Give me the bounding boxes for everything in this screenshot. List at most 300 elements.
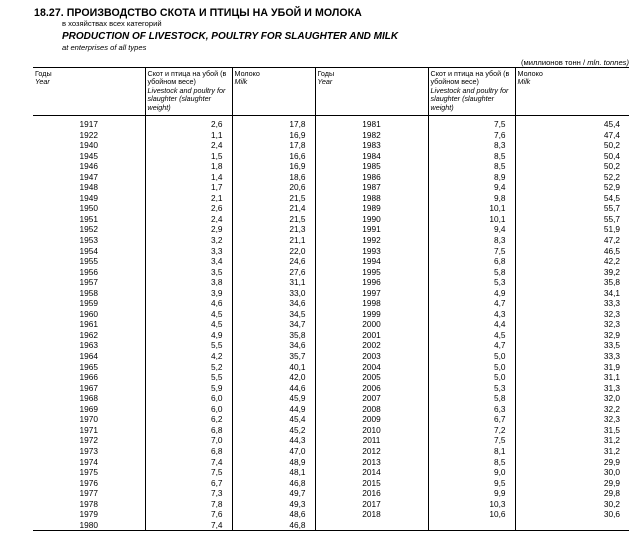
cell-milk: 42,0 [232,372,315,383]
cell-livestock: 4,2 [145,351,232,362]
cell-year: 1998 [315,298,428,309]
cell-livestock: 8,5 [428,457,515,468]
cell-livestock: 5,0 [428,351,515,362]
cell-year: 1967 [33,383,145,394]
cell-livestock: 2,1 [145,193,232,204]
cell-year: 1945 [33,151,145,162]
cell-livestock: 8,5 [428,151,515,162]
units-ru: (миллионов тонн / [520,58,586,67]
cell-milk: 31,2 [603,435,620,446]
cell-milk: 29,9 [603,477,620,488]
cell-milk: 47,0 [232,446,315,457]
cell-milk: 46,8 [232,520,315,531]
cell-year: 1981 [315,116,428,130]
cell-livestock: 1,1 [145,130,232,141]
table-row [33,372,629,383]
cell-year: 2010 [315,425,428,436]
cell-year: 2005 [315,372,428,383]
cell-livestock: 9,4 [428,224,515,235]
cell-milk: 21,5 [232,214,315,225]
cell-livestock: 6,7 [145,478,232,489]
table-row [33,478,629,489]
cell-milk: 16,9 [232,161,315,172]
cell-milk: 30,0 [603,467,620,478]
cell-milk: 35,7 [232,351,315,362]
table-row [33,351,629,362]
cell-year: 1999 [315,309,428,320]
cell-milk: 17,8 [232,116,315,130]
cell-milk: 40,1 [232,362,315,373]
cell-livestock: 3,3 [145,246,232,257]
table-row [33,203,629,214]
cell-milk: 32,3 [603,308,620,319]
table-row [33,340,629,351]
cell-milk: 30,2 [603,498,620,509]
cell-year: 1988 [315,193,428,204]
cell-livestock: 1,5 [145,151,232,162]
cell-year: 1980 [33,520,145,531]
header-year-ru: Годы [35,69,52,78]
cell-livestock: 2,6 [145,203,232,214]
cell-milk: 55,7 [603,203,620,214]
cell-livestock: 9,4 [428,182,515,193]
cell-milk: 31,2 [603,445,620,456]
cell-year: 1985 [315,161,428,172]
cell-year: 1977 [33,488,145,499]
cell-milk: 50,4 [603,150,620,161]
cell-milk: 33,0 [232,288,315,299]
table-row [33,235,629,246]
cell-livestock: 7,0 [145,435,232,446]
cell-milk: 31,9 [603,361,620,372]
cell-milk: 31,5 [603,424,620,435]
cell-livestock: 4,7 [428,298,515,309]
cell-livestock: 3,8 [145,277,232,288]
cell-livestock: 4,3 [428,309,515,320]
cell-year: 1993 [315,246,428,257]
cell-year: 1982 [315,130,428,141]
cell-milk: 34,7 [232,319,315,330]
cell-livestock: 7,2 [428,425,515,436]
cell-milk: 48,1 [232,467,315,478]
cell-milk: 34,1 [603,287,620,298]
cell-milk: 33,5 [603,340,620,351]
cell-livestock: 9,0 [428,467,515,478]
cell-milk: 33,3 [603,351,620,362]
units-note [521,58,629,67]
cell-milk [515,520,629,531]
cell-livestock: 1,4 [145,172,232,183]
cell-year: 1971 [33,425,145,436]
cell-livestock: 6,0 [145,393,232,404]
cell-milk: 22,0 [232,246,315,257]
table-row [33,224,629,235]
cell-livestock: 10,3 [428,499,515,510]
cell-milk: 34,6 [232,298,315,309]
cell-livestock: 5,2 [145,362,232,373]
cell-milk: 49,7 [232,488,315,499]
cell-livestock: 5,0 [428,362,515,373]
table-row [33,435,629,446]
table-row [33,446,629,457]
cell-milk: 29,9 [603,456,620,467]
cell-livestock: 5,3 [428,277,515,288]
cell-livestock: 3,5 [145,267,232,278]
table-body [33,116,629,531]
cell-milk: 50,2 [603,161,620,172]
table-header-row [33,68,629,116]
header-year [33,68,145,116]
header-year-en: Year [35,77,50,87]
cell-livestock: 4,5 [145,309,232,320]
table-row [33,246,629,257]
table-row [33,488,629,499]
cell-milk: 48,9 [232,457,315,468]
cell-milk: 42,2 [603,256,620,267]
cell-livestock: 6,8 [145,425,232,436]
table-row [33,116,629,130]
cell-year: 1966 [33,372,145,383]
table-row [33,457,629,468]
cell-year: 1959 [33,298,145,309]
cell-milk: 32,3 [603,414,620,425]
cell-year: 1983 [315,140,428,151]
cell-milk: 45,4 [603,119,620,129]
cell-milk: 32,9 [603,329,620,340]
cell-year: 1960 [33,309,145,320]
cell-livestock: 3,9 [145,288,232,299]
cell-livestock: 9,9 [428,488,515,499]
cell-livestock: 9,8 [428,193,515,204]
cell-livestock: 4,9 [145,330,232,341]
cell-livestock: 2,4 [145,140,232,151]
cell-year: 1922 [33,130,145,141]
cell-milk: 34,5 [232,309,315,320]
cell-year: 2007 [315,393,428,404]
cell-livestock: 6,8 [145,446,232,457]
cell-livestock: 9,5 [428,478,515,489]
cell-milk: 47,4 [603,129,620,140]
header-milk-ru: Молоко [234,69,260,78]
cell-livestock: 7,5 [428,435,515,446]
cell-livestock: 6,8 [428,256,515,267]
cell-year: 1962 [33,330,145,341]
cell-milk: 52,9 [603,182,620,193]
cell-milk: 47,2 [603,235,620,246]
cell-milk: 49,3 [232,499,315,510]
cell-milk: 52,2 [603,171,620,182]
cell-year: 1968 [33,393,145,404]
data-table [33,67,629,531]
cell-year: 1948 [33,182,145,193]
cell-year: 2016 [315,488,428,499]
cell-livestock: 4,4 [428,319,515,330]
cell-livestock: 4,5 [428,330,515,341]
cell-milk: 32,3 [603,319,620,330]
table-row [33,140,629,151]
cell-year: 2000 [315,319,428,330]
cell-milk: 31,3 [603,382,620,393]
cell-livestock: 2,6 [145,116,232,130]
table-title-en: PRODUCTION OF LIVESTOCK, POULTRY FOR SLAUGHTER AND MILK [62,31,399,42]
cell-year: 1954 [33,246,145,257]
table-row [33,362,629,373]
cell-year: 1974 [33,457,145,468]
header-livestock-2 [428,68,515,116]
cell-year: 1990 [315,214,428,225]
cell-year: 1961 [33,319,145,330]
cell-year: 1949 [33,193,145,204]
header-livestock-ru-2: Скот и птица на убой (в убойном весе) [430,69,510,87]
cell-year: 1956 [33,267,145,278]
cell-livestock: 7,4 [145,520,232,531]
header-milk-en-2: Milk [517,77,531,87]
cell-livestock: 5,5 [145,372,232,383]
header-year-ru-2: Годы [317,69,335,78]
cell-livestock: 7,3 [145,488,232,499]
cell-year: 2012 [315,446,428,457]
table-row [33,256,629,267]
cell-year: 1970 [33,414,145,425]
cell-livestock: 7,5 [428,116,515,130]
cell-year: 1984 [315,151,428,162]
table-subtitle-en: at enterprises of all types [62,43,147,52]
cell-year: 2017 [315,499,428,510]
cell-year: 2009 [315,414,428,425]
cell-livestock: 8,3 [428,235,515,246]
cell-milk: 31,1 [603,372,620,383]
cell-livestock: 6,7 [428,414,515,425]
table-row [33,330,629,341]
cell-livestock: 5,3 [428,383,515,394]
cell-year: 1917 [33,116,145,130]
header-milk-ru-2: Молоко [517,69,543,78]
table-row [33,193,629,204]
cell-livestock: 6,2 [145,414,232,425]
table-row [33,425,629,436]
cell-year: 1987 [315,182,428,193]
cell-livestock: 10,6 [428,509,515,520]
table-row [33,277,629,288]
table-row [33,499,629,510]
cell-year [315,520,428,531]
cell-milk: 32,2 [603,403,620,414]
cell-livestock: 10,1 [428,203,515,214]
cell-livestock: 8,9 [428,172,515,183]
table-row [33,298,629,309]
cell-year: 1978 [33,499,145,510]
cell-livestock: 7,4 [145,457,232,468]
table-row [33,404,629,415]
table-row [33,509,629,520]
cell-year: 1965 [33,362,145,373]
cell-milk: 21,4 [232,203,315,214]
cell-livestock: 4,5 [145,319,232,330]
cell-milk: 21,5 [232,193,315,204]
cell-year: 2013 [315,457,428,468]
cell-livestock: 7,6 [428,130,515,141]
cell-milk: 51,9 [603,224,620,235]
cell-milk: 34,6 [232,340,315,351]
cell-year: 1969 [33,404,145,415]
cell-year: 1994 [315,256,428,267]
cell-year: 1963 [33,340,145,351]
cell-year: 2018 [315,509,428,520]
cell-milk: 20,6 [232,182,315,193]
cell-year: 1976 [33,478,145,489]
header-year-en-2: Year [317,77,333,87]
cell-livestock: 3,2 [145,235,232,246]
cell-livestock: 5,0 [428,372,515,383]
header-milk-en: Milk [234,77,248,87]
cell-milk: 21,3 [232,224,315,235]
table-row [33,383,629,394]
cell-livestock: 2,9 [145,224,232,235]
header-livestock [145,68,232,116]
cell-milk: 55,7 [603,213,620,224]
header-year-2 [315,68,428,116]
cell-livestock: 4,7 [428,340,515,351]
cell-livestock: 7,5 [145,467,232,478]
table-row [33,214,629,225]
cell-milk: 54,5 [603,192,620,203]
cell-year: 2006 [315,383,428,394]
table-row [33,319,629,330]
table-row [33,130,629,141]
cell-year: 1992 [315,235,428,246]
cell-milk: 45,2 [232,425,315,436]
header-livestock-en: Livestock and poultry for slaughter (slaughter weight) [147,85,226,112]
cell-year: 2002 [315,340,428,351]
cell-year: 2015 [315,478,428,489]
cell-year: 1946 [33,161,145,172]
cell-year: 1989 [315,203,428,214]
cell-year: 1979 [33,509,145,520]
header-livestock-ru: Скот и птица на убой (в убойном весе) [147,69,227,87]
cell-livestock: 7,8 [145,499,232,510]
cell-year: 1940 [33,140,145,151]
cell-milk: 24,6 [232,256,315,267]
cell-milk: 46,5 [603,245,620,256]
cell-milk: 48,6 [232,509,315,520]
cell-year: 1950 [33,203,145,214]
cell-livestock: 5,8 [428,267,515,278]
cell-year: 1996 [315,277,428,288]
header-milk-2 [515,68,629,116]
cell-milk: 16,6 [232,151,315,162]
cell-year: 1973 [33,446,145,457]
cell-livestock: 8,5 [428,161,515,172]
cell-milk: 44,6 [232,383,315,394]
table-row [33,267,629,278]
table-row [33,414,629,425]
cell-year: 1947 [33,172,145,183]
cell-year: 1958 [33,288,145,299]
cell-milk: 44,3 [232,435,315,446]
cell-milk: 50,2 [603,140,620,151]
cell-year: 2004 [315,362,428,373]
cell-livestock [428,520,515,531]
cell-livestock: 3,4 [145,256,232,267]
units-en: mln. tonnes) [587,58,629,67]
cell-livestock: 6,0 [145,404,232,415]
cell-livestock: 8,3 [428,140,515,151]
cell-year: 1955 [33,256,145,267]
cell-year: 1953 [33,235,145,246]
table-title-ru: 18.27. ПРОИЗВОДСТВО СКОТА И ПТИЦЫ НА УБОЙ И МОЛОКА [34,7,362,19]
cell-year: 1972 [33,435,145,446]
cell-livestock: 10,1 [428,214,515,225]
cell-year: 1995 [315,267,428,278]
header-milk [232,68,315,116]
cell-year: 2001 [315,330,428,341]
cell-livestock: 1,7 [145,182,232,193]
cell-milk: 39,2 [603,266,620,277]
header-livestock-en-2: Livestock and poultry for slaughter (slaughter weight) [430,85,509,112]
cell-milk: 16,9 [232,130,315,141]
table-row [33,182,629,193]
table-row [33,172,629,183]
cell-milk: 21,1 [232,235,315,246]
table-subtitle-ru: в хозяйствах всех категорий [62,19,162,28]
table-row [33,161,629,172]
cell-milk: 17,8 [232,140,315,151]
cell-livestock: 1,8 [145,161,232,172]
cell-year: 2011 [315,435,428,446]
cell-livestock: 4,9 [428,288,515,299]
cell-milk: 46,8 [232,478,315,489]
cell-livestock: 7,5 [428,246,515,257]
cell-livestock: 7,6 [145,509,232,520]
cell-year: 1952 [33,224,145,235]
cell-livestock: 6,3 [428,404,515,415]
cell-milk: 18,6 [232,172,315,183]
cell-milk: 33,3 [603,298,620,309]
cell-livestock: 5,9 [145,383,232,394]
cell-year: 1997 [315,288,428,299]
cell-year: 1986 [315,172,428,183]
cell-year: 1975 [33,467,145,478]
cell-livestock: 4,6 [145,298,232,309]
cell-year: 1964 [33,351,145,362]
cell-milk: 27,6 [232,267,315,278]
table-row [33,467,629,478]
cell-milk: 45,9 [232,393,315,404]
cell-year: 2014 [315,467,428,478]
cell-milk: 30,6 [603,509,620,520]
table-row [33,393,629,404]
cell-milk: 44,9 [232,404,315,415]
cell-livestock: 5,8 [428,393,515,404]
cell-year: 1951 [33,214,145,225]
cell-milk: 32,0 [603,393,620,404]
cell-year: 1991 [315,224,428,235]
table-row [33,288,629,299]
table-row [33,520,629,531]
cell-livestock: 5,5 [145,340,232,351]
cell-milk: 45,4 [232,414,315,425]
table-row [33,309,629,320]
cell-milk: 29,8 [603,488,620,499]
cell-year: 2003 [315,351,428,362]
cell-year: 1957 [33,277,145,288]
table-row [33,151,629,162]
cell-livestock: 2,4 [145,214,232,225]
cell-livestock: 8,1 [428,446,515,457]
cell-milk: 31,1 [232,277,315,288]
cell-milk: 35,8 [603,277,620,288]
cell-milk: 35,8 [232,330,315,341]
